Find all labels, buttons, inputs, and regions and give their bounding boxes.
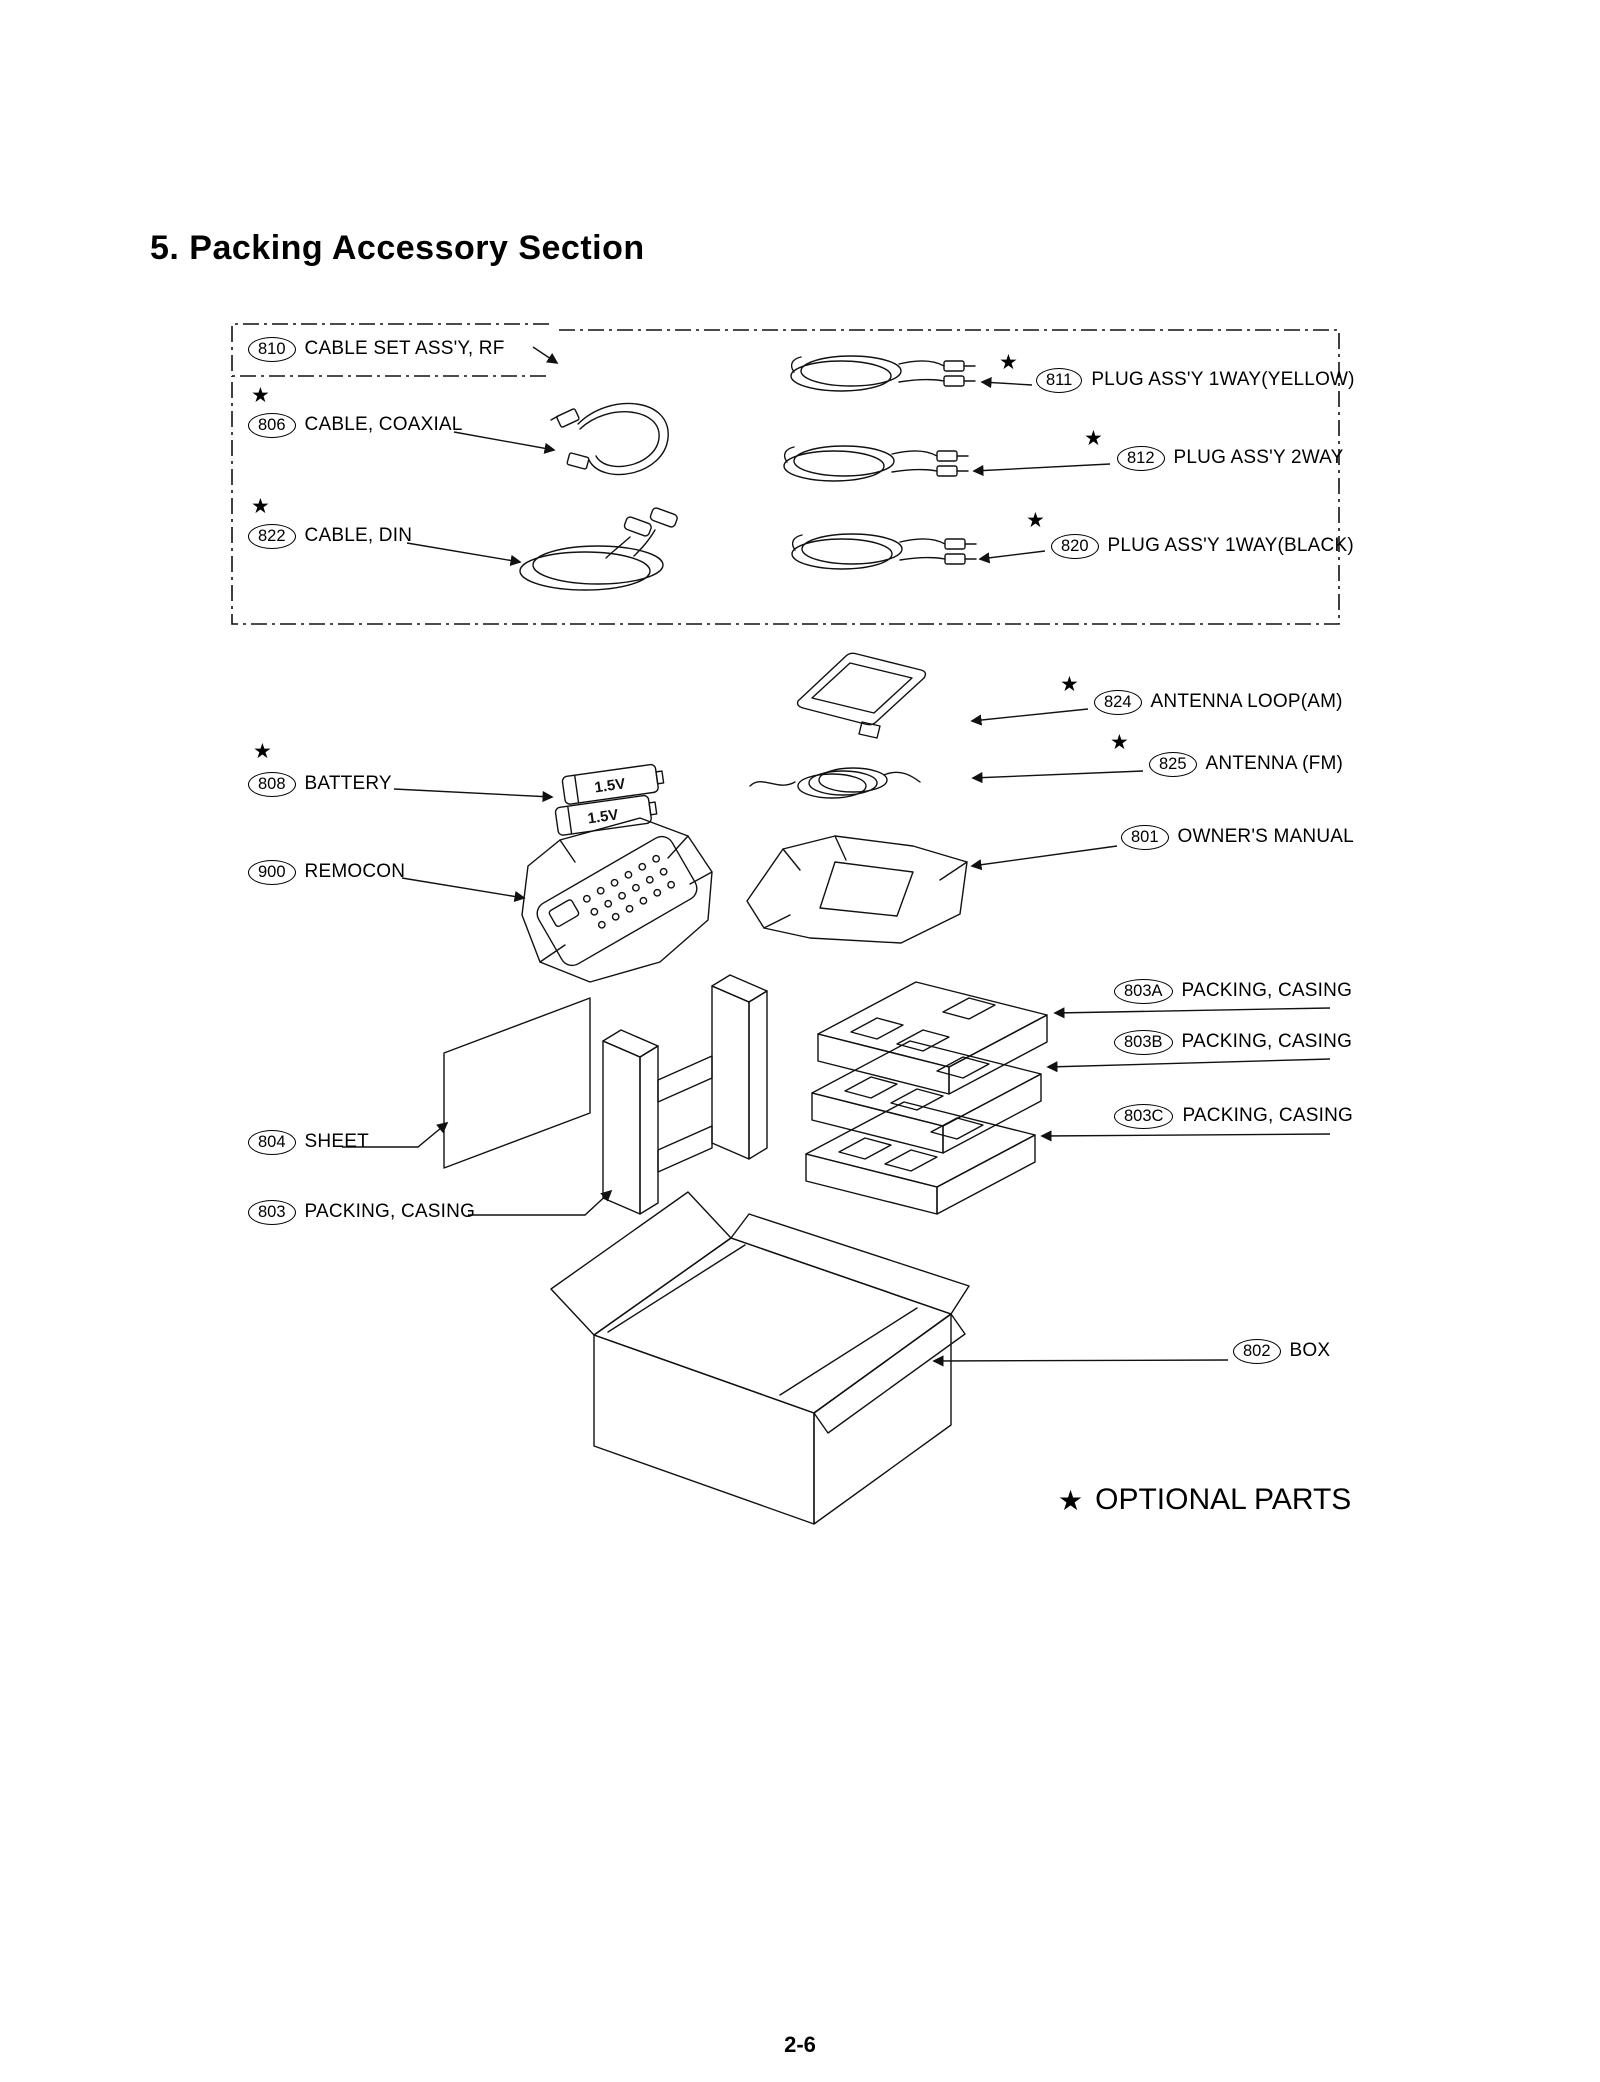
part-label: BOX <box>1289 1340 1331 1362</box>
optional-star: ★ <box>251 384 270 407</box>
part-label: SHEET <box>304 1131 369 1153</box>
part-label: PLUG ASS'Y 2WAY <box>1173 447 1344 469</box>
battery-voltage-label: 1.5V <box>586 806 620 828</box>
part-label: CABLE SET ASS'Y, RF <box>304 338 505 360</box>
callout-825 <box>1149 752 1343 777</box>
leader-811 <box>982 382 1032 385</box>
optional-star: ★ <box>251 495 270 518</box>
part-label: PACKING, CASING <box>304 1201 476 1223</box>
coaxial-cable-illustration <box>551 403 668 474</box>
optional-star: ★ <box>1026 509 1045 532</box>
part-number-oval: 824 <box>1094 690 1142 715</box>
optional-star: ★ <box>1110 731 1129 754</box>
packing-casing-illustration <box>603 975 767 1214</box>
part-label: ANTENNA (FM) <box>1205 753 1344 775</box>
part-number-oval: 810 <box>248 337 296 362</box>
page-number: 2-6 <box>784 2032 816 2057</box>
callout-812 <box>1117 446 1344 471</box>
leader-806 <box>454 432 554 450</box>
antenna-loop-illustration <box>798 653 926 738</box>
battery-voltage-label: 1.5V <box>593 775 627 797</box>
leader-801 <box>972 846 1117 866</box>
box-illustration <box>551 1192 969 1524</box>
part-number-oval: 808 <box>248 772 296 797</box>
leader-lines <box>342 347 1330 1361</box>
part-number-oval: 803A <box>1114 979 1173 1004</box>
optional-star: ★ <box>1060 673 1079 696</box>
part-label: ANTENNA LOOP(AM) <box>1150 691 1343 713</box>
part-label: PLUG ASS'Y 1WAY(YELLOW) <box>1091 369 1355 391</box>
part-label: PLUG ASS'Y 1WAY(BLACK) <box>1107 535 1354 557</box>
packing-stack-illustration <box>806 982 1047 1214</box>
callout-820 <box>1051 534 1354 559</box>
leader-803B <box>1048 1059 1330 1067</box>
rca-cable-yellow-illustration <box>791 356 975 391</box>
callout-803C <box>1114 1104 1353 1129</box>
callout-803A <box>1114 979 1352 1004</box>
remocon-illustration <box>522 818 712 982</box>
optional-star: ★ <box>253 740 272 763</box>
part-number-oval: 803C <box>1114 1104 1173 1129</box>
part-label: CABLE, COAXIAL <box>304 414 463 436</box>
callout-824 <box>1094 690 1343 715</box>
callout-801 <box>1121 825 1354 850</box>
part-number-oval: 803 <box>248 1200 296 1225</box>
rca-cable-black-illustration <box>792 534 976 569</box>
callout-900 <box>248 860 405 885</box>
part-label: CABLE, DIN <box>304 525 413 547</box>
leader-803 <box>468 1191 611 1215</box>
callout-808 <box>248 772 392 797</box>
part-label: PACKING, CASING <box>1181 1031 1353 1053</box>
leader-900 <box>402 878 524 898</box>
callout-803B <box>1114 1030 1352 1055</box>
part-number-oval: 803B <box>1114 1030 1173 1055</box>
leader-810 <box>533 347 557 363</box>
leader-802 <box>934 1360 1228 1361</box>
leader-824 <box>972 709 1088 721</box>
fm-antenna-illustration <box>750 768 920 798</box>
part-number-oval: 806 <box>248 413 296 438</box>
part-label: OWNER'S MANUAL <box>1177 826 1354 848</box>
star-icon: ★ <box>1058 1484 1084 1516</box>
part-number-oval: 825 <box>1149 752 1197 777</box>
part-number-oval: 812 <box>1117 446 1165 471</box>
part-label: PACKING, CASING <box>1181 980 1353 1002</box>
part-number-oval: 820 <box>1051 534 1099 559</box>
sheet-illustration <box>444 998 590 1168</box>
part-number-oval: 801 <box>1121 825 1169 850</box>
part-number-oval: 811 <box>1036 368 1082 393</box>
owners-manual-illustration <box>747 836 967 943</box>
battery-illustration <box>555 763 665 836</box>
leader-803C <box>1042 1134 1330 1136</box>
leader-825 <box>973 771 1143 778</box>
callout-811 <box>1036 368 1355 393</box>
part-label: REMOCON <box>304 861 406 883</box>
optional-parts-text: OPTIONAL PARTS <box>1095 1483 1352 1516</box>
optional-star: ★ <box>999 351 1018 374</box>
leader-820 <box>980 551 1045 559</box>
page-title: 5. Packing Accessory Section <box>150 229 645 267</box>
leader-822 <box>407 543 520 562</box>
part-number-oval: 802 <box>1233 1339 1281 1364</box>
leader-812 <box>974 464 1110 471</box>
part-label: BATTERY <box>304 773 392 795</box>
callout-802 <box>1233 1339 1330 1364</box>
part-label: PACKING, CASING <box>1182 1105 1353 1127</box>
callout-810 <box>248 337 505 362</box>
part-number-oval: 804 <box>248 1130 296 1155</box>
leader-803A <box>1055 1008 1330 1013</box>
din-cable-illustration <box>520 507 678 590</box>
callout-806 <box>248 413 463 438</box>
rca-cable-2way-illustration <box>784 446 968 481</box>
part-number-oval: 822 <box>248 524 296 549</box>
optional-parts-note <box>1058 1483 1351 1517</box>
callout-803 <box>248 1200 475 1225</box>
callout-804 <box>248 1130 369 1155</box>
callout-822 <box>248 524 412 549</box>
part-number-oval: 900 <box>248 860 296 885</box>
optional-star: ★ <box>1084 427 1103 450</box>
leader-808 <box>394 789 552 797</box>
